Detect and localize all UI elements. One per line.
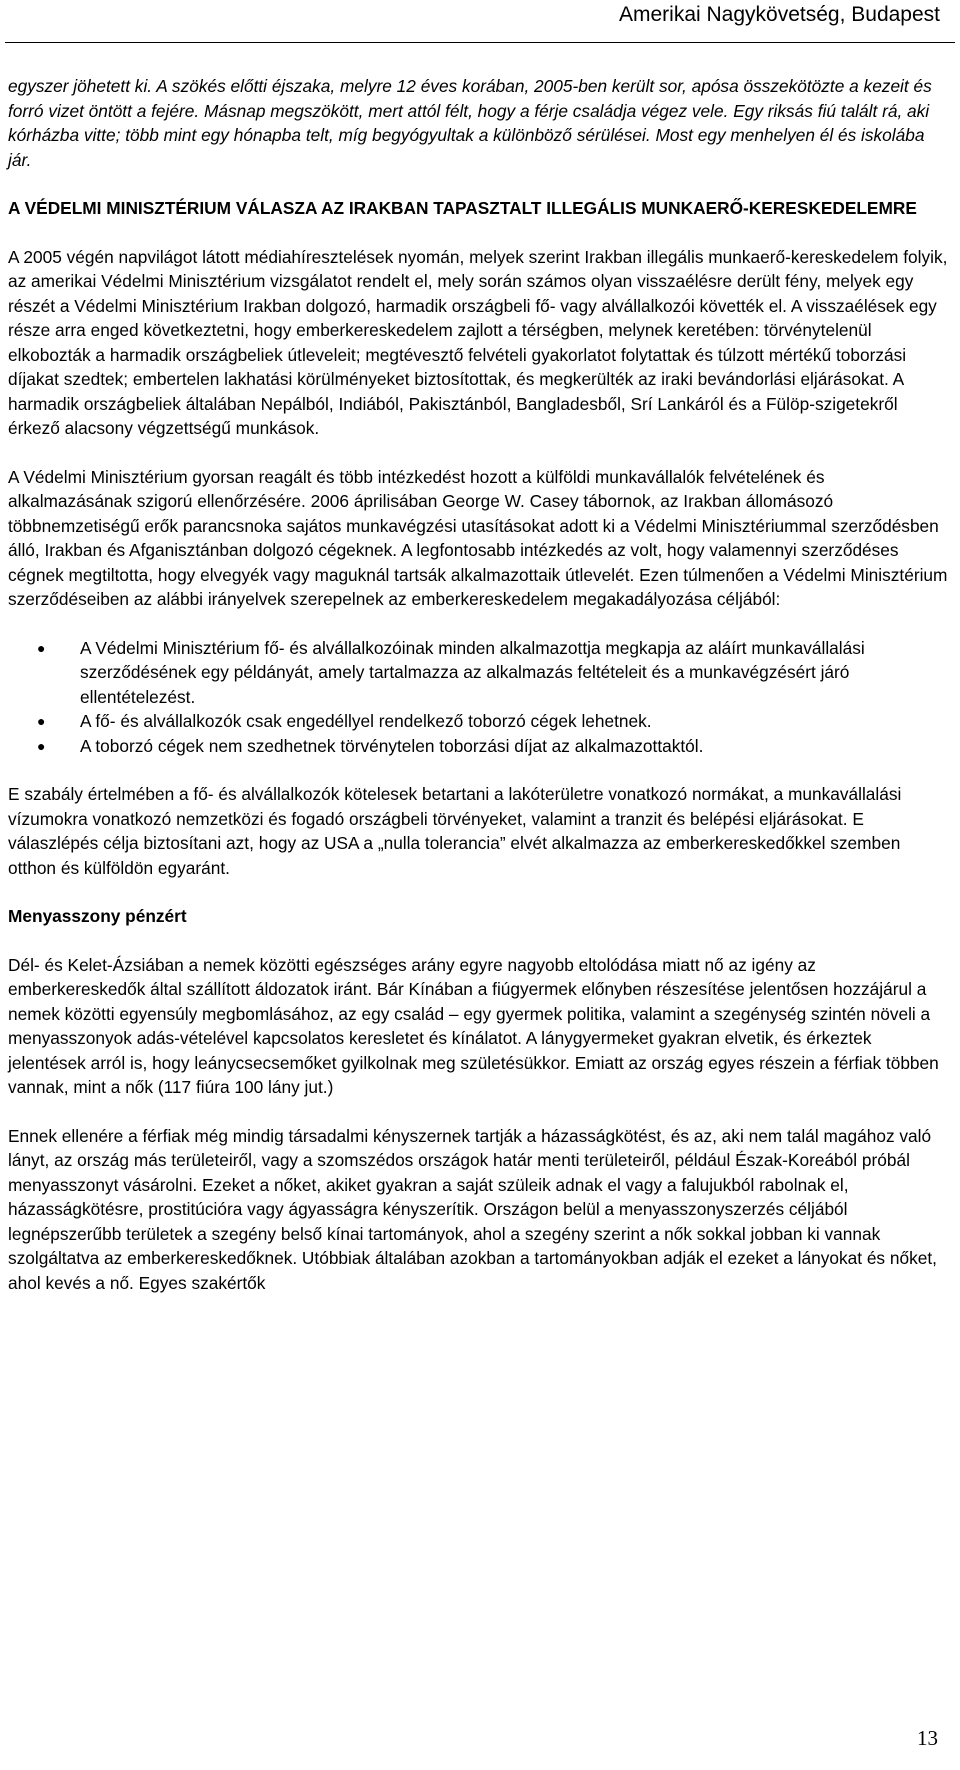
- bullet-icon: ●: [37, 639, 46, 656]
- paragraph: A 2005 végén napvilágot látott médiahíresztelések nyomán, melyek szerint Irakban illegális munkaerő-kereskedelem folyik, az amerikai Védelmi Minisztérium vizsgálatot rendelt el, mely során számos olyan visszaélésre derült fény, melyek egy részét a Védelmi Minisztérium Irakban dolgozó, harmadik országbeli fő- vagy alvállalkozói követték el. A visszaélések egy része arra enged következtetni, hogy emberkereskedelem zajlott a térségben, melynek keretében: törvénytelenül elkobozták a harmadik országbeliek útleveleit; megtévesztő felvételi gyakorlatot folytattak és túlzott mértékű toborzási díjakat szedtek; embertelen lakhatási körülményeket biztosítottak, és megkerülték az iraki bevándorlási eljárásokat. A harmadik országbeliek általában Nepálból, Indiából, Pakisztánból, Bangladesből, Srí Lankáról és a Fülöp-szigetekről érkező alacsony végzettségű munkások.: [8, 246, 948, 438]
- paragraph: A Védelmi Minisztérium gyorsan reagált és több intézkedést hozott a külföldi munkavállalók felvételének és alkalmazásának szigorú ellenőrzésére. 2006 áprilisában George W. Casey tábornok, az Irakban állomásozó többnemzetiségű erők parancsnoka sajátos munkavégzési utasításokat adott ki a Védelmi Minisztériummal szerződésben álló, Irakban és Afganisztánban dolgozó cégeknek. A legfontosabb intézkedés az volt, hogy valamennyi szerződéses cégnek megtiltotta, hogy elvegyék vagy maguknál tartsák alkalmazottaik útlevelét. Ezen túlmenően a Védelmi Minisztérium szerződéseiben az alábbi irányelvek szerepelnek az emberkereskedelem megakadályozása céljából:: [8, 466, 948, 609]
- section-heading-defense: A VÉDELMI MINISZTÉRIUM VÁLASZA AZ IRAKBAN TAPASZTALT ILLEGÁLIS MUNKAERŐ-KERESKEDELEMRE: [8, 198, 917, 218]
- paragraph: Ennek ellenére a férfiak még mindig társadalmi kényszernek tartják a házasságkötést, és az, aki nem talál magához való lányt, az ország más területeiről, vagy a szomszédos országok határ menti területeiről, például Észak-Koreából próbál menyasszonyt vásárolni. Ezeket a nőket, akiket gyakran a saját szüleik adnak el vagy a falujukból rabolnak el, házasságkötésre, prostitúcióra vagy ágyasságra kényszerítik. Országon belül a menyasszonyszerzés céljából legnépszerűbb területek a szegény belső kínai tartományok, ahol a szegény szerint a nők sokkal jobban ki vannak szolgáltatva az emberkereskedőknek. Utóbbiak általában azokban a tartományokban adják el ezeket a lányokat és nőket, ahol kevés a nő. Egyes szakértők: [8, 1125, 937, 1293]
- page-header: Amerikai Nagykövetség, Budapest: [619, 3, 940, 26]
- paragraph: Dél- és Kelet-Ázsiában a nemek közötti egészséges arány egyre nagyobb eltolódása miatt nő az igény az emberkereskedők által szállított áldozatok iránt. Bár Kínában a fiúgyermek előnyben részesítése jelentősen hozzájárul a nemek közötti egyensúly megbomlásához, az egy család – egy gyermek politika, valamint a szegénység szintén növeli a menyasszonyok adás-vételével kapcsolatos keresletet és kínálatot. A lánygyermeket gyakran elvetik, és érkeztek jelentések arról is, hogy leánycsecsemőket gyilkolnak meg születésükkor. Emiatt az ország egyes részein a férfiak többen vannak, mint a nők (117 fiúra 100 lány jut.): [8, 954, 939, 1097]
- list-item: [8, 636, 952, 710]
- header-divider: [5, 42, 955, 43]
- list-item: [8, 709, 952, 734]
- list-item-text: A toborzó cégek nem szedhetnek törvénytelen toborzási díjat az alkalmazottaktól.: [80, 735, 704, 756]
- intro-paragraph: egyszer jöhetett ki. A szökés előtti éjszaka, melyre 12 éves korában, 2005-ben került sor, apósa összekötözte a kezeit és forró vizet öntött a fejére. Másnap megszökött, mert attól félt, hogy a férje családja végez vele. Egy riksás fiú talált rá, aki kórházba vitte; több mint egy hónapba telt, míg begyógyultak a különböző sérülései. Most egy menhelyen él és iskolába jár.: [8, 76, 932, 170]
- list-item-text: A Védelmi Minisztérium fő- és alvállalkozóinak minden alkalmazottja megkapja az aláírt munkavállalási szerződésének egy példányát, amely tartalmazza az alkalmazás feltételeit és a munkavégzésért járó ellentételezést.: [80, 637, 865, 707]
- paragraph: E szabály értelmében a fő- és alvállalkozók kötelesek betartani a lakóterületre vonatkozó normákat, a munkavállalási vízumokra vonatkozó nemzetközi és fogadó országbeli törvényeket, valamint a tranzit és belépési eljárásokat. E válaszlépés célja biztosítani azt, hogy az USA a „nulla tolerancia” elvét alkalmazza az emberkereskedőkkel szemben otthon és külföldön egyaránt.: [8, 784, 902, 878]
- bullet-icon: ●: [37, 737, 46, 754]
- bullet-icon: ●: [37, 713, 46, 729]
- section-heading-bride: Menyasszony pénzért: [8, 906, 187, 926]
- document-body: [8, 74, 952, 1295]
- page-number: 13: [917, 1726, 938, 1750]
- list-item: [8, 734, 952, 759]
- guideline-list: [8, 636, 952, 759]
- list-item-text: A fő- és alvállalkozók csak engedéllyel rendelkező toborzó cégek lehetnek.: [80, 711, 652, 731]
